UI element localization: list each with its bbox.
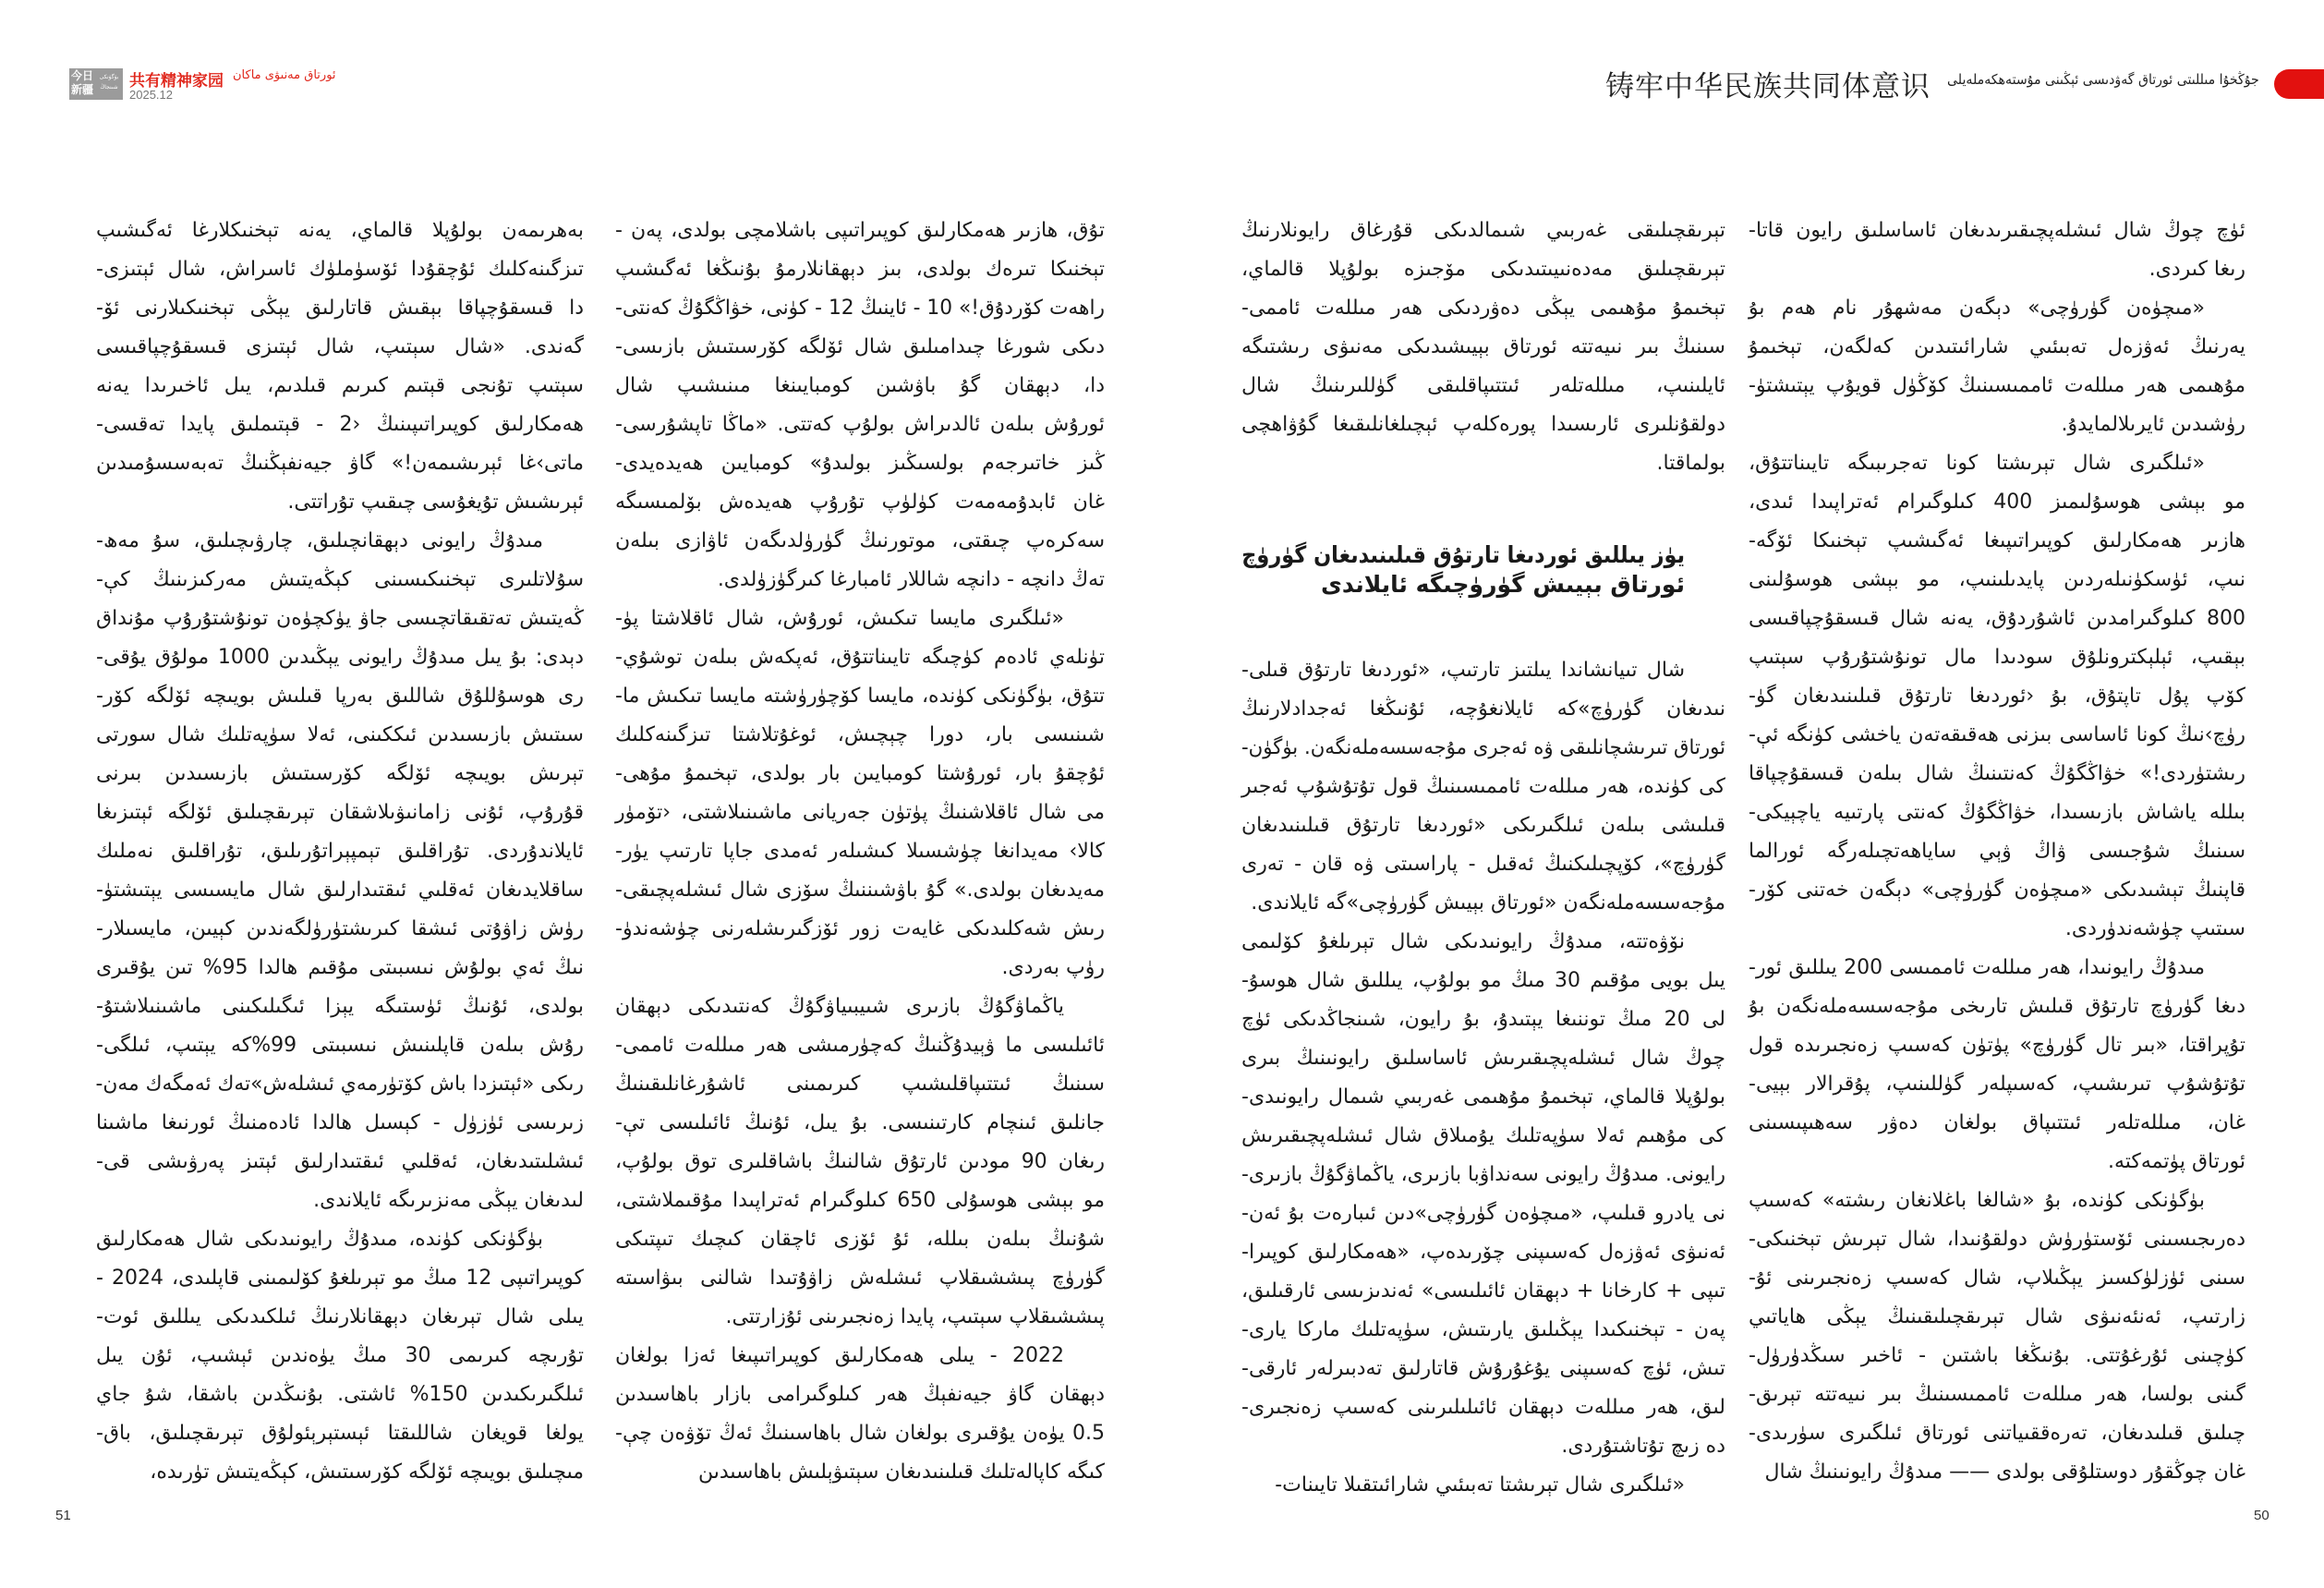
text-line: تۈنلەي ئادەم كۈچىگە تايىناتتۇق، ئەپكەش بىلەن توشۇي- xyxy=(615,646,1105,669)
text-line: ئىلگىرىكىدىن 150% ئاشتى. بۇنىڭدىن باشقا، شۇ جاي xyxy=(96,1383,584,1406)
text-line: تىش، ئۈچ كەسىپنى يۇغۇرۇش قاتارلىق تەدبىرلەر ئارقى- xyxy=(1241,1357,1725,1380)
text-line: بولدى، ئۇنىڭ ئۈستىگە يېزا ئىگىلىكىنى ماشىنىلاشتۇ- xyxy=(96,995,584,1018)
paragraph xyxy=(1241,651,1725,923)
text-line: ساقلايدىغان ئەقلىي ئىقتىدارلىق شال مايسىسى يېتىشتۈ- xyxy=(96,879,584,902)
text-line: تىزگىنەكلىك ئۇچقۇدا ئۆسۈملۈك ئاسراش، شال ئېتىزى- xyxy=(96,258,584,281)
text-line: رۈپ بەردى. xyxy=(1001,956,1105,979)
text-line: دولقۇنلىرى ئارىسىدا پورەكلەپ ئېچىلغانلىقىغا گۇۋاھچى xyxy=(1241,413,1725,436)
text-line: گۈرۈچ»، كۆپچىلىكنىڭ ئەقىل - پاراسىتى ۋە قان - تەرى xyxy=(1241,853,1725,876)
text-line: نۆۋەتتە، مىدۇڭ رايونىدىكى شال تېرىلغۇ كۆلىمى xyxy=(1241,930,1685,953)
text-line: ئىشلىتىدىغان، ئەقلىي ئىقتىدارلىق ئېتىز پەرۋىشى قى- xyxy=(96,1150,584,1173)
text-line: چىلىق قىلىدىغان، تەرەققىياتنى ئورتاق ئىلگىرى سۈرىدى- xyxy=(1749,1422,2245,1445)
text-line: مىدۇڭ رايونىدا، ھەر مىللەت ئاممىسى 200 يىللىق ئور- xyxy=(1749,956,2205,979)
text-line: جانلىق ئىنچام كارتىنىسى. بۇ يىل، ئۇنىڭ ئائىلىسى تې- xyxy=(615,1111,1105,1134)
text-line: دا، دېھقان گۇ باۋشىن كومبايىنغا مىنىشىپ شال xyxy=(615,374,1105,397)
text-line: رىغان 90 مودىن ئارتۇق شالنىڭ باشاقلىرى توق بولۇپ، xyxy=(615,1150,1105,1173)
text-line: لىدىغان يېڭى مەنزىرىگە ئايلاندى. xyxy=(313,1189,584,1212)
text-line: سىنىڭ شۇجىسى ۋاڭ ۋېي ساياھەتچىلەرگە ئورالما xyxy=(1749,840,2245,863)
text-line: ئايلىنىپ، مىللەتلەر ئىتتىپاقلىقى گۈللىرىنىڭ شال xyxy=(1241,374,1725,397)
text-line: رىشتۈردى!» خۋاڭگۇڭ كەنتىنىڭ شال بىلەن قىسقۇچپاقا xyxy=(1749,762,2245,785)
text-line: زىرىسى ئۈزۈل - كېسىل ھالدا ئادەمنىڭ ئورنىغا ماشىنا xyxy=(96,1111,584,1134)
text-line: نى يادرو قىلىپ، «مىچۈەن گۈرۈچى»دىن ئىبارەت بۇ ئەن- xyxy=(1241,1202,1725,1225)
text-line: مى شال ئاقلاشنىڭ پۈتۈن جەريانى ماشىنىلاشتى، ‹تۆمۈر xyxy=(615,801,1105,824)
page-number-right: 50 xyxy=(2254,1508,2270,1523)
text-line: دا قىسقۇچپاقا بېقىش قاتارلىق يېڭى تېخنىكىلارنى ئۆ- xyxy=(96,297,584,320)
text-line: مۇجەسسەملەنگەن «ئورتاق بېيىش گۈرۈچى»گە ئايلاندى. xyxy=(1251,891,1725,915)
text-line: دەرىجىسىنى ئۆستۈرۈش دولقۇنىدا، شال تېرىش تېخنىكى- xyxy=(1749,1228,2245,1251)
text-line: لى 20 مىڭ توننىغا يېتىدۇ، بۇ رايون، شىنجاڭدىكى ئۈچ xyxy=(1241,1008,1725,1031)
text-line: شال تىيانشاندا يىلتىز تارتىپ، «ئوردىغا تارتۇق قىلى- xyxy=(1241,659,1685,682)
text-line: قىلىشى بىلەن ئىلگىرىكى «ئوردىغا تارتۇق قىلىنىدىغان xyxy=(1241,814,1725,837)
text-line: تېرىقچىلىق مەدەنىيىتىدىكى مۆجىزە بولۇپلا قالماي، xyxy=(1241,258,1725,281)
text-line: تىپى + كارخانا + دېھقان ئائىلىسى» ئەندىزىسى ئارقىلىق، xyxy=(1241,1279,1725,1303)
paragraph xyxy=(1749,212,2245,289)
text-line: تۇتۇشۇپ تىرىشىپ، كەسىپلەر گۈللىنىپ، پۇقرالار بېيى- xyxy=(1749,1073,2245,1096)
paragraph xyxy=(1241,923,1725,1466)
running-title-ug: جۇڭخۇا مىللىتى ئورتاق گەۋدىسى ئېڭىنى مۇستەھكەملەيلى xyxy=(1947,71,2259,88)
text-line: دېدى: بۇ يىل مىدۇڭ رايونى يېڭىدىن 1000 مولۇق يۇقى- xyxy=(96,646,584,669)
text-line: مو بېشى ھوسۇلى 650 كىلوگىرام ئەتراپىدا مۇقىملاشتى، xyxy=(615,1189,1105,1212)
text-line: مىچىلىق بويىچە ئۆلگە كۆرسىتىش، كېڭەيتىش تۈرىدە، xyxy=(150,1461,584,1484)
paragraph xyxy=(1749,289,2245,444)
text-line: گىنى بولسا، ھەر مىللەت ئاممىسىنىڭ بىر نىيەتتە تېرىق- xyxy=(1749,1383,2245,1406)
text-line: كوپىراتىپى 12 مىڭ مو تېرىلغۇ كۆلىمىنى قاپلىدى، 2024 - xyxy=(96,1267,584,1290)
text-line: سىنىڭ بىر نىيەتتە ئورتاق بېيىشىدىكى مەنىۋى رىشتىگە xyxy=(1241,335,1725,358)
paragraph xyxy=(615,212,1105,600)
running-title-cn: 铸牢中华民族共同体意识 xyxy=(1605,70,1931,103)
issue-date: 2025.12 xyxy=(129,88,173,102)
text-line: تتۇق، بۈگۈنكى كۈندە، مايسا كۆچۈرۈشتە مايسا تىكىش ما- xyxy=(615,685,1105,708)
paragraph xyxy=(615,1337,1105,1492)
text-line: گەندى. «شال سېتىپ، شال ئېتىزى قىسقۇچپاقىسى xyxy=(96,335,584,358)
text-line: تۇق، ھازىر ھەمكارلىق كوپىراتىپى باشلامچى بولدى، پەن - xyxy=(615,219,1105,242)
text-line: مەيدىغان بولدى.» گۇ باۋشىننىڭ سۆزى شال ئىشلەپچىقى- xyxy=(615,879,1105,902)
text-line: سۇلاتلىرى تېخنىكىسىنى كېڭەيتىش مەركىزىنىڭ كې- xyxy=(96,568,584,591)
text-line: «ئىلگىرى شال تېرىشتا تەبىئىي شارائىتقىلا تايىنات- xyxy=(1275,1473,1685,1497)
paragraph xyxy=(1241,1466,1725,1505)
text-line: لىق، ھەر مىللەت دېھقان ئائىلىلىرىنى كەسىپ زەنجىرى- xyxy=(1241,1396,1725,1419)
text-line: كۆپ پۇل تاپتۇق، بۇ ‹ئوردىغا تارتۇق قىلىنىدىغان گۈ- xyxy=(1749,685,2245,708)
paragraph xyxy=(96,1220,584,1492)
text-line: ھازىر ھەمكارلىق كوپىراتىپىغا ئەگىشىپ تېخنىكا ئۆگە- xyxy=(1749,529,2245,552)
text-line: ئۇچقۇ بار، ئورۇشتا كومبايىن بار بولدى، تېخىمۇ مۇھى- xyxy=(615,762,1105,785)
text-line: ئېرىشىش تۇيغۇسى چىقىپ تۇراتتى. xyxy=(287,491,584,514)
text-line: بىللە ياشاش بازىسىدا، خۋاڭگۇڭ كەنتى پارتىيە ياچېيكى- xyxy=(1749,801,2245,824)
column-3-top xyxy=(1241,212,1725,483)
logo-text-cn: 今日新疆 xyxy=(71,69,94,96)
text-line: سىنىڭ ئىتتىپاقلىشىپ كىرىمىنى ئاشۇرغانلىقىنىڭ xyxy=(615,1073,1105,1096)
text-line: 800 كىلوگىرامدىن ئاشۇردۇق، يەنە شال قىسقۇچپاقىسى xyxy=(1749,607,2245,630)
text-line: بەھرىمەن بولۇپلا قالماي، يەنە تېخنىكلارغا ئەگىشىپ xyxy=(96,219,584,242)
text-line: رىكى «ئېتىزدا باش كۆتۈرمەي ئىشلەش»تەك ئەمگەك مەن- xyxy=(95,1073,585,1096)
section-title-cn: 共有精神家园 xyxy=(129,72,224,91)
jinri-xinjiang-logo xyxy=(69,68,123,100)
text-line: تۇرىچە كىرىمى 30 مىڭ يۈەندىن ئېشىپ، ئۇن يىل xyxy=(96,1344,584,1367)
text-line: مىدۇڭ رايونى دېھقانچىلىق، چارۋىچىلىق، سۇ مەھ- xyxy=(96,529,543,552)
text-line: ڭەيتىش تەتقىقاتچىسى جاۋ يۈكچۈەن تونۇشتۇرۇپ مۇنداق xyxy=(96,607,584,630)
text-line: دىغا گۈرۈچ تارتۇق قىلىش تارىخى مۇجەسسەملەنگەن بۇ xyxy=(1749,995,2245,1018)
text-line: «ئىلگىرى شال تېرىشتا كونا تەجرىبىگە تايىناتتۇق، xyxy=(1749,452,2205,475)
text-line: بۈگۈنكى كۈندە، بۇ «شالغا باغلانغان رىشتە» كەسىپ xyxy=(1749,1189,2205,1212)
text-line: پىششىقلاپ سېتىپ، پايدا زەنجىرىنى ئۇزارتتى. xyxy=(725,1305,1105,1328)
text-line: تېرىش بويىچە ئۆلگە كۆرسىتىش بازىسىدىن بىرنى xyxy=(96,762,584,785)
text-line: شىنىسى بار، دورا چېچىش، ئوغۇتلاشتا تىزگىنەكلىك xyxy=(615,723,1105,746)
text-line: رۇش بىلەن قاپلىنىش نىسبىتى 99%كە يېتىپ، ئىلگى- xyxy=(96,1034,585,1057)
text-line: غان چوڭقۇر دوستلۇقى بولدى —— مىدۇڭ رايونىنىڭ شال xyxy=(1764,1461,2245,1484)
paragraph xyxy=(1241,212,1725,483)
text-line: نىڭ ئەي بولۇش نىسبىتى مۇقىم ھالدا 95% تىن يۇقىرى xyxy=(96,956,584,979)
text-line: كى مۇھىم ئەلا سۈپەتلىك يۇمىلاق شال ئىشلەپچىقىرىش xyxy=(1241,1124,1725,1147)
text-line: رايونى. مىدۇڭ رايونى سەنداۋبا بازىرى، ياڭماۋگۇڭ بازىرى- xyxy=(1241,1163,1725,1186)
text-line: قۇرۇپ، ئۇنى زامانىۋىلاشقان تېرىقچىلىق ئۆلگە ئېتىزىغا xyxy=(96,801,584,824)
text-line: غان ئابدۇمەمەت كۈلۈپ تۇرۇپ ھەيدەش بۆلمىسىگە xyxy=(615,491,1105,514)
text-line: مو بېشى ھوسۇلىمىز 400 كىلوگىرام ئەتراپىدا ئىدى، xyxy=(1749,491,2245,514)
paragraph xyxy=(615,988,1105,1337)
text-line: ئائىلىسى ما ۋېيدۇڭنىڭ كەچۈرمىشى ھەر مىللەت ئاممى- xyxy=(615,1034,1105,1057)
text-line: ئورۇش بىلەن ئالدىراش بولۇپ كەتتى. «ماڭا تاپشۇرسى- xyxy=(615,413,1105,436)
text-line: بېقىپ، ئېلېكترونلۇق سودىدا مال تونۇشتۇرۇپ سېتىپ xyxy=(1749,646,2245,669)
paragraph xyxy=(615,600,1105,988)
paragraph xyxy=(96,522,584,1220)
text-line: 0.5 يۈەن يۇقىرى بولغان شال باھاسىنىڭ ئەڭ تۆۋەن چې- xyxy=(615,1422,1105,1445)
text-line: دىكى شورغا چىدامىلىق شال ئۆلگە كۆرسىتىش بازىسى- xyxy=(615,335,1105,358)
text-line: پەن - تېخنىكىدا يېڭىلىق يارىتىش، سۈپەتلىك ماركا يارى- xyxy=(1241,1318,1725,1341)
section-title-ug: ئورتاق مەنىۋى ماكان xyxy=(233,68,336,82)
text-line: ڭىز خاتىرجەم بولسىڭىز بولىدۇ» كومبايىن ھەيدەيدى- xyxy=(615,452,1105,475)
text-line: زارتىپ، ئەنئەنىۋى شال تېرىقچىلىقىنىڭ يېڭى ھاياتىي xyxy=(1749,1305,2245,1328)
text-line: تەڭ دانچە - دانچە شاللار ئامبارغا كىرگۈزۈلدى. xyxy=(717,568,1105,591)
article-subheading xyxy=(1241,540,1725,600)
column-4 xyxy=(1749,212,2245,1492)
text-line: مۇھىمى ھەر مىللەت ئاممىسىنىڭ كۆڭۈل قويۇپ يېتىشتۈ- xyxy=(1749,374,2245,397)
text-line: يىلى شال تېرىغان دېھقانلارنىڭ ئىلكىدىكى يىللىق ئوت- xyxy=(96,1305,584,1328)
text-line: تېخىمۇ مۇھىمى يېڭى دەۋردىكى ھەر مىللەت ئاممى- xyxy=(1241,297,1725,320)
text-line: چوڭ شال ئىشلەپچىقىرىش ئاساسلىق رايونىنىڭ بىرى xyxy=(1241,1047,1725,1070)
text-line: تېرىقچىلىقى غەربىي شىمالدىكى قۇرغاق رايونلارنىڭ xyxy=(1241,219,1725,242)
text-line: كى كۈندە، ھەر مىللەت ئاممىسىنىڭ قول تۇتۇشۇپ ئەجىر xyxy=(1241,775,1725,798)
subheading-line-2: ئورتاق بېيىش گۈرۈچىگە ئايلاندى xyxy=(1321,571,1685,598)
text-line: بۈگۈنكى كۈندە، مىدۇڭ رايونىدىكى شال ھەمكارلىق xyxy=(96,1228,543,1251)
text-line: ياڭماۋگۇڭ بازىرى شىيبىياۋگۇڭ كەنتىدىكى دېھقان xyxy=(615,995,1064,1018)
text-line: بولۇپلا قالماي، تېخىمۇ مۇھىمى غەربىي شىمال رايونىدى- xyxy=(1241,1085,1725,1109)
text-line: شۇنىڭ بىلەن بىللە، ئۇ ئۆزى ئاچقان كىچىك تىپتىكى xyxy=(615,1228,1105,1251)
paragraph xyxy=(96,212,584,522)
text-line: نىدىغان گۈرۈچ»كە ئايلانغۇچە، ئۇنىڭغا ئەجدادلارنىڭ xyxy=(1241,697,1725,721)
paragraph xyxy=(1749,1182,2245,1492)
text-line: سىتىش بازىسىدىن ئىككىنى، ئەلا سۈپەتلىك شال سورتى xyxy=(96,723,584,746)
red-tab-decoration xyxy=(2274,69,2324,99)
logo-text-ug: بۈگۈنكى شىنجاڭ xyxy=(99,74,119,91)
text-line: رۈشىدىن ئايرىلالمايدۇ. xyxy=(2061,413,2245,436)
text-line: رىش شەكلىدىكى غايەت زور ئۆزگىرىشلەرنى چۈشەندۈ- xyxy=(615,917,1105,940)
text-line: غان، مىللەتلەر ئىتتىپاق بولغان دەۋر سەھىپىسىنى xyxy=(1749,1111,2245,1134)
text-line: ماتى›غا ئېرىشىمەن!» گاۋ جيەنفېڭنىڭ تەبەسسۇمىدىن xyxy=(96,452,584,475)
text-line: تېخنىكا تىرەك بولدى، بىز دېھقانلارمۇ بۇنىڭغا ئەگىشىپ xyxy=(615,258,1105,281)
page-number-left: 51 xyxy=(55,1508,71,1523)
text-line: دە زىچ تۇتاشتۇردى. xyxy=(1561,1435,1725,1458)
column-3-body xyxy=(1241,651,1725,1505)
text-line: سەكرەپ چىقتى، موتورنىڭ گۈرۈلدىگەن ئاۋازى بىلەن xyxy=(615,529,1105,552)
text-line: رى ھوسۇللۇق شاللىق بەرپا قىلىش بويىچە ئۆلگە كۆر- xyxy=(96,685,584,708)
text-line: رۈچ›نىڭ كونا ئاساسى بىزنى ھەقىقەتەن ياخشى كۈنگە ئې- xyxy=(1749,723,2245,746)
text-line: كۈچىنى ئۇرغۇتتى. بۇنىڭغا باشتىن - ئاخىر سىڭدۈرۈل- xyxy=(1749,1344,2245,1367)
text-line: ئايلاندۇردى. تۇراقلىق تېمپېراتۇرىلىق، تۇراقلىق نەملىك xyxy=(96,840,584,863)
text-line: دېھقان گاۋ جيەنفېڭ ھەر كىلوگىرامى بازار باھاسىدىن xyxy=(615,1383,1105,1406)
column-1 xyxy=(96,212,584,1492)
text-line: تۇپراقتا، «بىر تال گۈرۈچ» پۈتۈن كەسىپ زەنجىرىدە قول xyxy=(1749,1034,2245,1057)
text-line: بولماقتا. xyxy=(1656,452,1725,475)
text-line: رۈش زاۋۇتى ئىشقا كىرىشتۈرۈلگەندىن كېيىن، مايسىلار- xyxy=(96,917,584,940)
column-2 xyxy=(615,212,1105,1492)
text-line: «مىچۈەن گۈرۈچى» دېگەن مەشھۇر نام ھەم بۇ xyxy=(1749,297,2205,320)
text-line: كىگە كاپالەتلىك قىلىنىدىغان سېتىۋېلىش باھاسىدىن xyxy=(697,1461,1105,1484)
text-line: ئورتاق پۈتمەكتە. xyxy=(2107,1150,2245,1173)
text-line: نىپ، ئۈسكۈنىلەردىن پايدىلىنىپ، مو بېشى ھوسۇلىنى xyxy=(1749,568,2245,591)
text-line: سىتىپ چۈشەندۈردى. xyxy=(2064,917,2245,940)
text-line: يىل بويى مۇقىم 30 مىڭ مو بولۇپ، يىللىق شال ھوسۇ- xyxy=(1241,969,1725,992)
text-line: يەرنىڭ ئەۋزەل تەبىئىي شارائىتىدىن كەلگەن، تېخىمۇ xyxy=(1749,335,2245,358)
paragraph xyxy=(1749,949,2245,1182)
text-line: 2022 - يىلى ھەمكارلىق كوپىراتىپىغا ئەزا بولغان xyxy=(615,1344,1064,1367)
text-line: گۈرۈچ پىششىقلاپ ئىشلەش زاۋۇتىدا شالنى بىۋاسىتە xyxy=(615,1267,1105,1290)
text-line: كالا› مەيدانغا چۈشسىلا كىشىلەر ئەمدى جاپا تارتىپ يۈر- xyxy=(615,840,1105,863)
text-line: رىغا كىردى. xyxy=(2148,258,2245,281)
text-line: ئورتاق تىرىشچانلىقى ۋە ئەجرى مۇجەسسەملەنگەن. بۈگۈن- xyxy=(1241,736,1725,759)
text-line: ئۈچ چوڭ شال ئىشلەپچىقىرىدىغان ئاساسلىق رايون قاتا- xyxy=(1749,219,2245,242)
text-line: سېتىپ تۇنجى قېتىم كىرىم قىلدىم، يىل ئاخىرىدا يەنە xyxy=(96,374,584,397)
text-line: يولغا قويغان شاللىقتا ئېستېرېئولۇق تېرىقچىلىق، باق- xyxy=(96,1422,584,1445)
text-line: قاپنىڭ تېشىدىكى «مىچۈەن گۈرۈچى» دېگەن خەتنى كۆر- xyxy=(1749,879,2245,902)
text-line: سىنى ئۈزلۈكسىز يېڭىلاپ، شال كەسىپ زەنجىرىنى ئۇ- xyxy=(1749,1267,2245,1290)
paragraph xyxy=(1749,444,2245,949)
column-3 xyxy=(1241,212,1725,1505)
text-line: ھەمكارلىق كوپىراتىپىنىڭ ‹2 - قېتىملىق پايدا تەقسى- xyxy=(96,413,584,436)
text-line: ئەنىۋى ئەۋزەل كەسىپنى چۆرىدەپ، «ھەمكارلىق كوپىرا- xyxy=(1241,1241,1725,1264)
text-line: راھەت كۆردۇق!» 10 - ئاينىڭ 12 - كۈنى، خۋاڭگۇڭ كەنتى- xyxy=(615,297,1105,320)
subheading-line-1: يۈز يىللىق ئوردىغا تارتۇق قىلىنىدىغان گۈرۈچ xyxy=(1241,541,1685,568)
text-line: «ئىلگىرى مايسا تىكىش، ئورۇش، شال ئاقلاشتا پۈ- xyxy=(615,607,1064,630)
